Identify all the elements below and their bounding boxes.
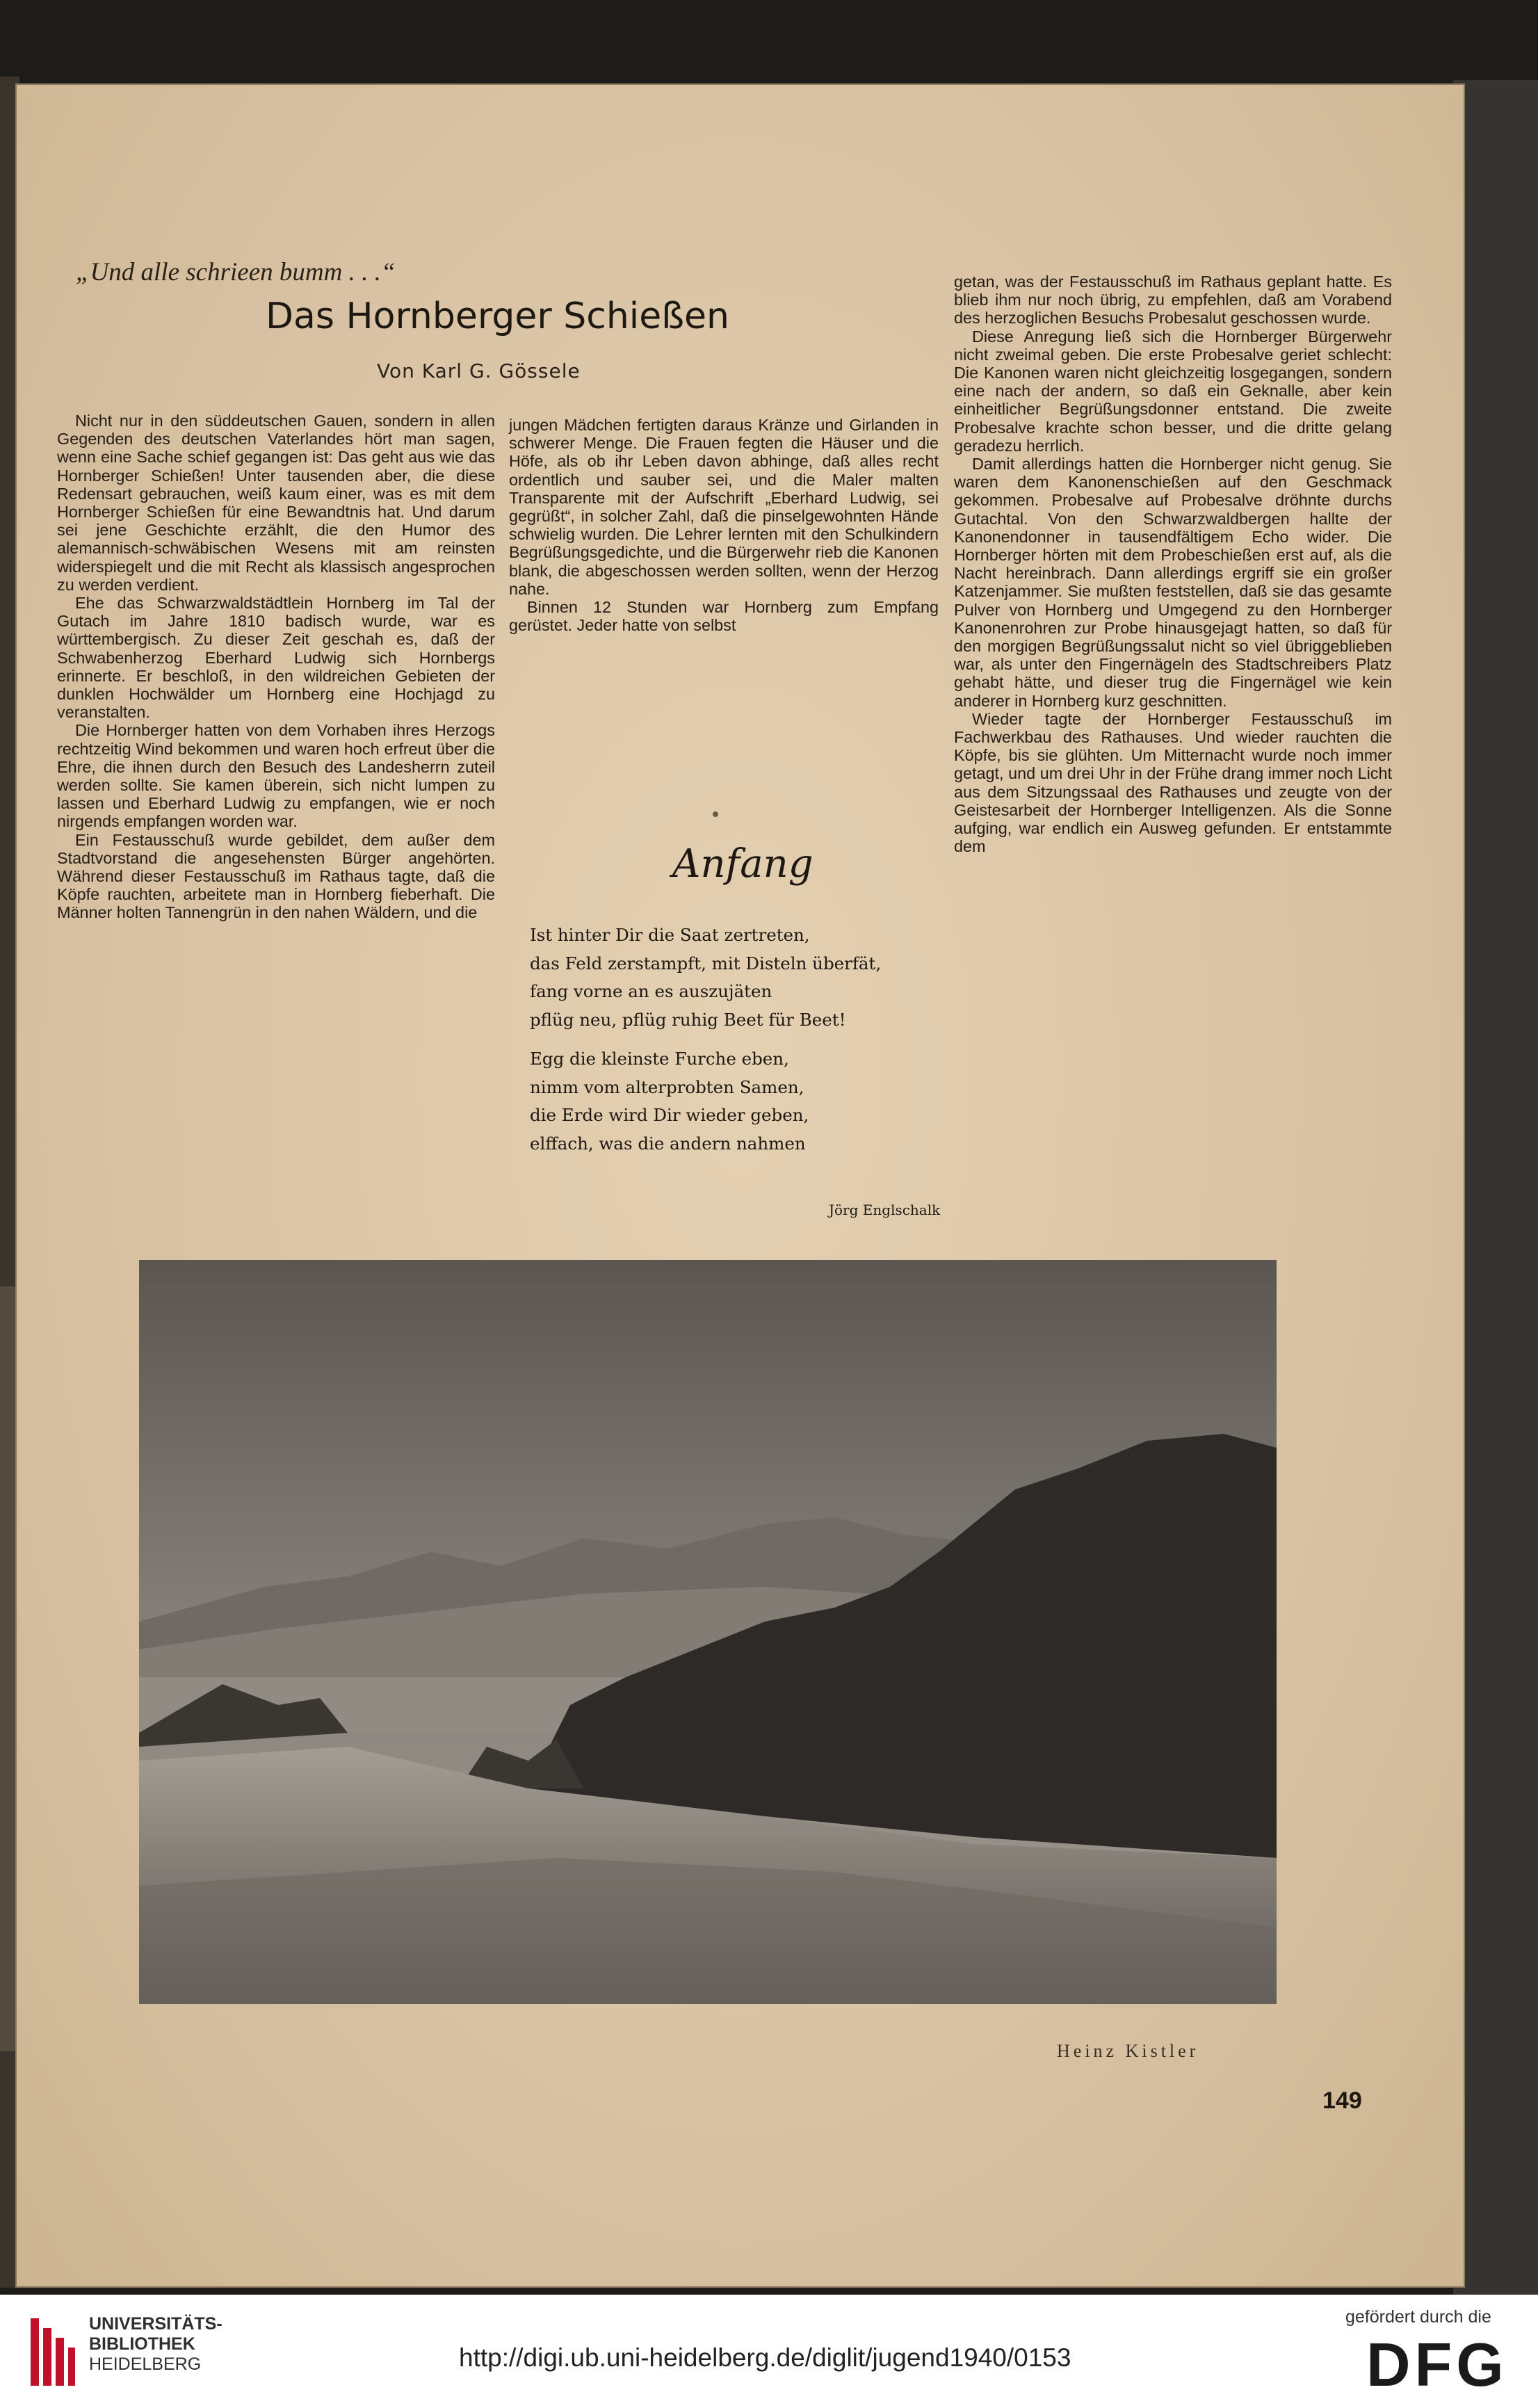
paragraph: Die Hornberger hatten von dem Vorhaben ihres Herzogs rechtzeitig Wind bekommen und waren hoch erfreut über die Ehre, die ihnen durch den Besuch des Landesherrn zuteil werden sollte. Sie kamen überein, sich nicht lumpen zu lassen und Eberhard Ludwig zu empfangen, wie er noch nirgends empfangen worden war. — [57, 721, 495, 831]
library-name-line: BIBLIOTHEK — [89, 2334, 195, 2354]
poem-line: elffach, was die andern nahmen — [530, 1133, 806, 1154]
document-url-link[interactable]: http://digi.ub.uni-heidelberg.de/diglit/jugend1940/0153 — [459, 2343, 1071, 2372]
paragraph: Damit allerdings hatten die Hornberger nicht genug. Sie waren dem Kanonenschießen auf den Geschmack gekommen. Probesalve auf Probesalve dröhnte durchs Gutachtal. Von den Schwarzwaldbergen hallte der Kanonendonner in tausendfältigem Echo wider. Die Hornberger hörten mit dem Probeschießen erst auf, als die Nacht hereinbrach. Dann allerdings ergriff sie ein großer Katzenjammer. Sie mußten feststellen, daß sie das gesamte Pulver von Hornberg und Umgegend zu den Hornberger Kanonenrohren zur Probe hinausgejagt hatten, so daß für den morgigen Begrüßungssalut nicht so viel übriggeblieben war, als unter den Fingernägeln des Stadtschreibers Platz gehabt hätte, und dieser trug die Fingernägel wie kein anderer in Hornberg kurz geschnitten. — [954, 455, 1392, 710]
poem-line: fang vorne an es auszujäten — [530, 981, 772, 1001]
poem-stanza — [530, 921, 947, 1034]
paragraph: jungen Mädchen fertigten daraus Kränze und Girlanden in schwerer Menge. Die Frauen fegten die Häuser und die Höfe, als ob ihr Leben davon abhinge, daß alles recht ordentlich und sauber sei, und die Maler malten Transparente mit der Aufschrift „Eberhard Ludwig, sei gegrüßt“, in solcher Zahl, daß die pinselgewohnten Hände schwielig wurden. Die Lehrer lernten mit den Schulkindern Begrüßungsgedichte, und die Bürgerwehr rieb die Kanonen blank, die abgeschossen werden sollten, wenn der Herzog nahe. — [509, 416, 939, 598]
paragraph: Ein Festausschuß wurde gebildet, dem außer dem Stadtvorstand die angesehensten Bürger angehörten. Während dieser Festausschuß im Rathaus tagte, daß die Köpfe rauchten, arbeitete man in Hornberg fieberhaft. Die Männer holten Tannengrün in den nahen Wäldern, und die — [57, 830, 495, 922]
paragraph: Ehe das Schwarzwaldstädtlein Hornberg im Tal der Gutach im Jahre 1810 badisch wurde, war es württembergisch. Zu dieser Zeit geschah es, daß der Schwabenherzog Eberhard Ludwig sich Hornbergs erinnerte. Er beschloß, in den wildreichen Gebieten der dunklen Hochwälder um Hornberg eine Hochjagd zu veranstalten. — [57, 594, 495, 722]
funded-by-label: gefördert durch die — [1345, 2307, 1491, 2327]
photo-credit: Heinz Kistler — [1057, 2041, 1199, 2061]
library-name-line: HEIDELBERG — [89, 2354, 202, 2374]
text-column-1 — [57, 412, 495, 922]
text-column-2 — [509, 416, 939, 634]
poem-line: das Feld zerstampft, mit Disteln überfät, — [530, 953, 882, 973]
poem — [530, 921, 947, 1169]
magazine-page — [15, 83, 1465, 2288]
book-cover-edge — [1453, 80, 1538, 2295]
text-column-3 — [954, 273, 1392, 856]
landscape-painting — [139, 1260, 1277, 2004]
paragraph: Diese Anregung ließ sich die Hornberger Bürgerwehr nicht zweimal geben. Die erste Probesalve geriet schlecht: Die Kanonen waren nicht gleichzeitig losgegangen, sondern eine nach der andern, so daß ein Geknalle, aber kein einheitlicher Begrüßungsdonner entstand. Die zweite Probesalve krachte schon besser, und die dritte gelang geradezu herrlich. — [954, 327, 1392, 455]
ornament-dot — [713, 811, 718, 817]
page-number: 149 — [1322, 2087, 1362, 2114]
library-name-line: UNIVERSITÄTS- — [89, 2314, 222, 2334]
poem-line: Ist hinter Dir die Saat zertreten, — [530, 925, 810, 945]
article-kicker: „Und alle schrieen bumm . . .“ — [76, 258, 396, 286]
article-byline: Von Karl G. Gössele — [377, 359, 581, 382]
poem-line: die Erde wird Dir wieder geben, — [530, 1105, 809, 1125]
university-library-logo-icon[interactable] — [28, 2316, 76, 2389]
paragraph: Binnen 12 Stunden war Hornberg zum Empfang gerüstet. Jeder hatte von selbst — [509, 598, 939, 635]
paragraph: getan, was der Festausschuß im Rathaus geplant hatte. Es blieb ihm nur noch übrig, zu empfehlen, daß am Vorabend des herzoglichen Besuchs Probesalut geschossen wurde. — [954, 273, 1392, 328]
dfg-logo[interactable]: DFG — [1366, 2330, 1508, 2399]
poem-line: Egg die kleinste Furche eben, — [530, 1049, 789, 1069]
poem-author: Jörg Englschalk — [829, 1202, 941, 1218]
poem-line: pflüg neu, pflüg ruhig Beet für Beet! — [530, 1009, 846, 1030]
paragraph: Nicht nur in den süddeutschen Gauen, sondern in allen Gegenden des deutschen Vaterlandes hört man sagen, wenn eine Sache schief gegangen ist: Das geht aus wie das Hornberger Schießen! Unter tausenden aber, die diese Redensart gebrauchen, weiß kaum einer, was es mit dem Hornberger Schießen für eine Bewandtnis hat. Und darum sei jene Geschichte erzählt, die den Humor des alemannisch-schwäbischen Wesens mit am reinsten widerspiegelt und die mit Recht als klassisch angesprochen zu werden verdient. — [57, 412, 495, 594]
landscape-image — [139, 1260, 1277, 2004]
library-name[interactable] — [89, 2314, 222, 2375]
poem-stanza — [530, 1045, 947, 1158]
poem-line: nimm vom alterprobten Samen, — [530, 1076, 804, 1097]
paragraph: Wieder tagte der Hornberger Festausschuß im Fachwerkbau des Rathauses. Und wieder rauchten die Köpfe, bis sie glühten. Um Mitternacht wurde noch immer getagt, und um drei Uhr in der Frühe drang immer noch Licht aus dem Sitzungssaal des Rathauses und zeugte von der Geistesarbeit der Hornberger Intelligenzen. Als die Sonne aufging, war endlich ein Ausweg gefunden. Er entstammte dem — [954, 709, 1392, 856]
poem-title: Anfang — [672, 841, 813, 887]
article-title: Das Hornberger Schießen — [266, 296, 729, 337]
